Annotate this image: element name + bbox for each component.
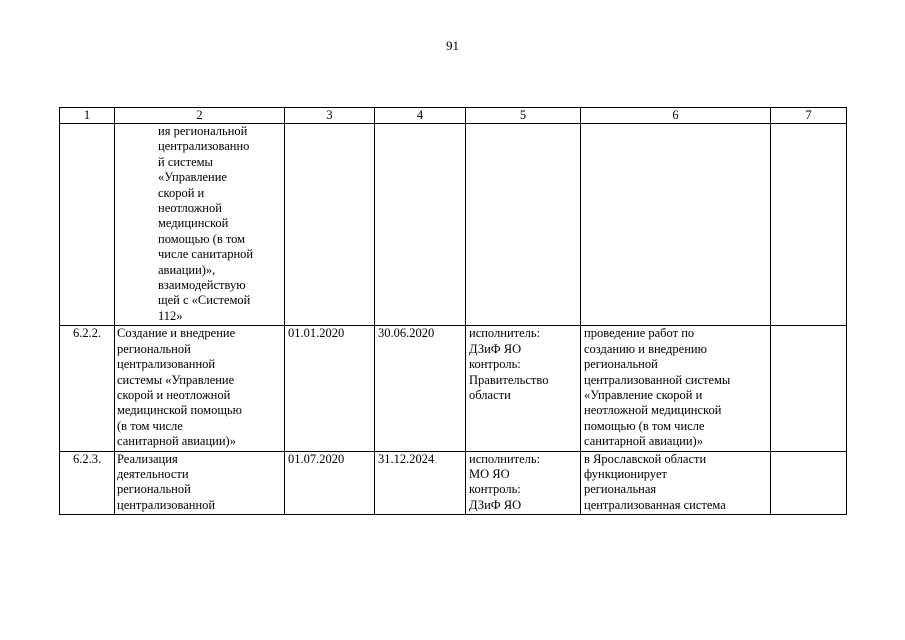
measure-name-cell: Реализация деятельности региональной централизованной [115, 451, 285, 515]
table-row [60, 326, 847, 451]
responsible-cell [466, 124, 581, 326]
header-cell: 1 [60, 108, 115, 124]
end-date-cell: 30.06.2020 [375, 326, 466, 451]
end-date-cell: 31.12.2024 [375, 451, 466, 515]
header-row [60, 108, 847, 124]
header-cell: 4 [375, 108, 466, 124]
start-date-cell [285, 124, 375, 326]
col7-cell [771, 451, 847, 515]
result-cell [581, 124, 771, 326]
measure-name-cell: ия региональной централизованно й системы «Управление скорой и неотложной медицинской помощью (в том числе санитарной авиации)», взаимодействую щей с «Системой 112» [115, 124, 285, 326]
row-number-cell: 6.2.3. [60, 451, 115, 515]
col7-cell [771, 326, 847, 451]
header-cell: 2 [115, 108, 285, 124]
table-row [60, 451, 847, 515]
header-cell: 7 [771, 108, 847, 124]
start-date-cell: 01.01.2020 [285, 326, 375, 451]
responsible-cell: исполнитель: ДЗиФ ЯО контроль: Правительство области [466, 326, 581, 451]
header-cell: 6 [581, 108, 771, 124]
responsible-cell: исполнитель: МО ЯО контроль: ДЗиФ ЯО [466, 451, 581, 515]
page-number: 91 [446, 38, 459, 53]
table-row [60, 124, 847, 326]
start-date-cell: 01.07.2020 [285, 451, 375, 515]
plan-table [59, 107, 847, 515]
result-cell: проведение работ по созданию и внедрению региональной централизованной системы «Управление скорой и неотложной медицинской помощью (в том числе санитарной авиации)» [581, 326, 771, 451]
result-cell: в Ярославской области функционирует региональная централизованная система [581, 451, 771, 515]
measure-name-cell: Создание и внедрение региональной централизованной системы «Управление скорой и неотложной медицинской помощью (в том числе санитарной авиации)» [115, 326, 285, 451]
row-number-cell: 6.2.2. [60, 326, 115, 451]
header-cell: 5 [466, 108, 581, 124]
header-cell: 3 [285, 108, 375, 124]
end-date-cell [375, 124, 466, 326]
col7-cell [771, 124, 847, 326]
row-number-cell [60, 124, 115, 326]
